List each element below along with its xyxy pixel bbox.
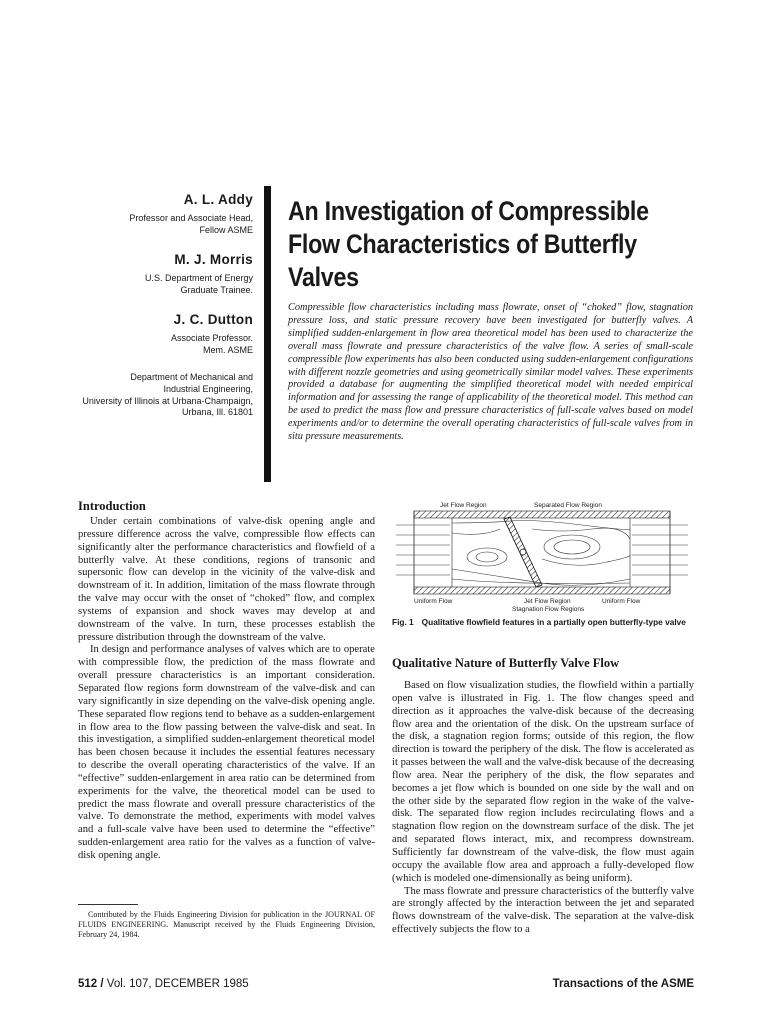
department-line: Industrial Engineering,	[163, 383, 253, 394]
upper-wall	[414, 511, 670, 518]
title-line: Valves	[288, 262, 359, 292]
author-affiliation	[78, 273, 253, 296]
figure-caption-text: Qualitative flowfield features in a partially open butterfly-type valve	[421, 617, 686, 627]
label-uniform-flow-left: Uniform Flow	[414, 598, 453, 605]
affiliation-line: Professor and Associate Head,	[129, 213, 253, 223]
author-affiliation	[78, 213, 253, 236]
journal-name: Transactions of the ASME	[552, 978, 694, 990]
paragraph: In design and performance analyses of valves which are to operate with compressible flow, the prediction of the mass flowrate and overall pressure characteristics is an important consideration. Separated flow regions form downstream of the valve-disk and can vary significantly in size depending on the valve-disk opening angle. These separated flow regions tend to behave as a sudden-enlargement in flow area to the flow passing between the valve-disk and seat. In this investigation, a simplified sudden-enlargement theoretical model has been chosen because it includes the essential features necessary to describe the overall operating characteristics of the valve. If an “effective” sudden-enlargement in area ratio can be determined from experiments for the valve, the theoretical model can be used to predict the mass flowrate and overall pressure characteristics of the valve. To demonstrate the method, experiments with model valves and a full-scale valve have been used to determine the “effective” sudden-enlargement area ratio for the valves as a function of valve-disk opening angle.	[78, 644, 375, 861]
author-name: A. L. Addy	[183, 192, 253, 207]
affiliation-line: Associate Professor.	[170, 333, 253, 343]
authors-block	[78, 192, 253, 419]
department-address	[78, 372, 253, 419]
label-uniform-flow-right: Uniform Flow	[602, 598, 641, 605]
page-footer-left	[78, 978, 249, 990]
paragraph: Based on flow visualization studies, the flowfield within a partially open valve is illustrated in Fig. 1. The flow changes speed and direction as it approaches the valve-disk because of the decreasing flow area and the orientation of the disk. On the upstream surface of the disk, a stagnation region forms; outside of this region, the flow direction is toward the periphery of the disk. The flow is accelerated as it passes between the wall and the valve-disk because of the decreasing flow area. Near the periphery of the disk, the flow separates and becomes a jet flow which is bounded on one side by the wall and on the other side by the separated flow region in the wake of the valve-disk. The separated flow region includes recirculating flows and a stagnation flow region on the downstream surface of the disk. The jet and separated flows interact, mix, and recompress downstream. Sufficiently far downstream of the valve-disk, the flow must again occupy the available flow area and approach a fully-developed flow (which is modeled one-dimensionally as being uniform).	[392, 680, 694, 884]
department-line: Department of Mechanical and	[130, 372, 253, 382]
figure-flowfield-diagram	[392, 499, 694, 613]
paragraph: The mass flowrate and pressure characteristics of the butterfly valve are strongly affected by the interaction between the jet and separated flows downstream of the valve-disk. The separation at the valve-disk effectively subjects the flow to a	[392, 885, 694, 936]
introduction-body	[78, 516, 375, 863]
paper-title	[288, 195, 649, 294]
affiliation-line: Mem. ASME	[202, 344, 253, 355]
lower-wall	[414, 587, 670, 594]
affiliation-line: Fellow ASME	[199, 224, 253, 235]
title-line: Flow Characteristics of Butterfly	[288, 229, 637, 259]
affiliation-line: U.S. Department of Energy	[144, 273, 253, 283]
section-heading-qualitative: Qualitative Nature of Butterfly Valve Flow	[392, 656, 620, 670]
title-rule-bar	[264, 186, 271, 482]
label-jet-flow-top: Jet Flow Region	[440, 502, 487, 509]
title-line: An Investigation of Compressible	[288, 196, 649, 226]
department-line: University of Illinois at Urbana-Champaign,	[82, 395, 253, 406]
footnote: Contributed by the Fluids Engineering Division for publication in the JOURNAL OF FLUIDS ENGINEERING. Manuscript received by the Fluids Engineering Division, February 24, 1984.	[78, 910, 375, 940]
paragraph: Under certain combinations of valve-disk opening angle and pressure difference across the valve, compressible flow effects can significantly alter the performance characteristics and flowfield of a butterfly valve. At these conditions, regions of transonic and supersonic flow can develop in the vicinity of the valve-disk and downstream of it. In addition, limitation of the mass flowrate through the valve may occur with the onset of “choked” flow, and complex systems of expansion and shock waves may develop at and downstream of the valve. In turn, these processes establish the pressure distribution through the downstream of the valve.	[78, 516, 375, 643]
abstract: Compressible flow characteristics including mass flowrate, onset of “choked” flow, stagnation pressure loss, and static pressure recovery have been investigated for butterfly valves. A simplified sudden-enlargement in flow area theoretical model has been used to characterize the overall mass flowrate and pressure characteristics of the valve flow. A series of small-scale compressible flow experiments has also been conducted using sudden-enlargement configurations with different nozzle geometries and using geometrically similar model valves. These experiments provided a database for augmenting the simplified theoretical model with needed empirical information and for assessing the range of applicability of the theoretical model. This method can be used to predict the mass flow and pressure characteristics of full-scale valves based on model experiments and/or to determine the overall operating characteristics of full-scale valves from in situ pressure measurements.	[288, 302, 693, 443]
qualitative-body	[392, 680, 694, 937]
figure-caption	[392, 617, 694, 628]
affiliation-line: Graduate Trainee.	[180, 284, 253, 295]
figure-caption-label: Fig. 1	[392, 617, 414, 627]
section-heading-introduction: Introduction	[78, 499, 146, 513]
department-line: Urbana, Ill. 61801	[181, 407, 253, 418]
label-separated-flow: Separated Flow Region	[534, 502, 602, 509]
author-name: M. J. Morris	[174, 252, 253, 267]
label-stagnation-flow: Stagnation Flow Regions	[512, 606, 585, 613]
volume-info: Vol. 107, DECEMBER 1985	[106, 978, 249, 990]
page-number: 512 /	[78, 978, 104, 990]
author-affiliation	[78, 333, 253, 356]
label-jet-flow-bottom: Jet Flow Region	[524, 598, 571, 605]
footnote-rule	[78, 904, 138, 905]
author-name: J. C. Dutton	[173, 312, 253, 327]
